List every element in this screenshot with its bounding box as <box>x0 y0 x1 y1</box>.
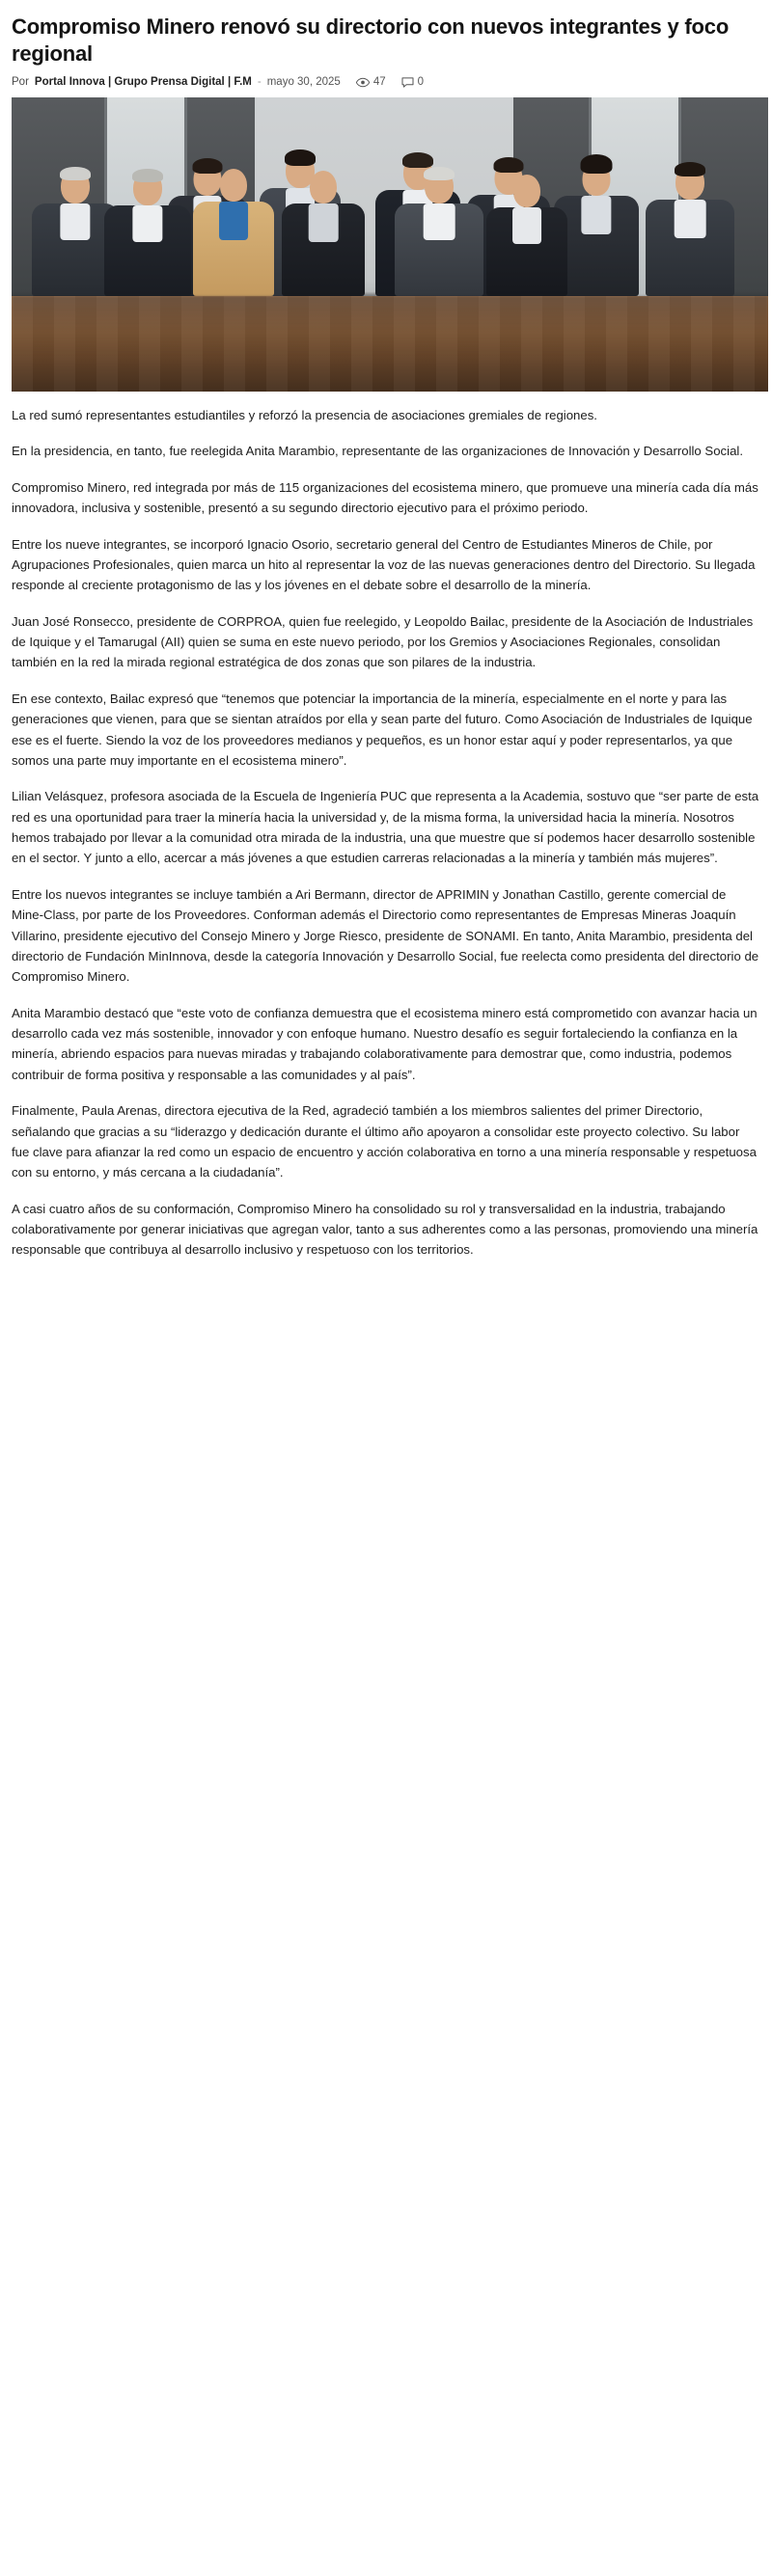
article-paragraph: Juan José Ronsecco, presidente de CORPROA, quien fue reelegido, y Leopoldo Bailac, presidente de la Asociación de Industriales de Iquique y el Tamarugal (AII) quien se suma en este nuevo periodo, por los Gremios y Asociaciones Regionales, consolidan también en la red la mirada regional estratégica de dos zonas que son pilares de la industria. <box>12 613 754 670</box>
article-paragraph: A casi cuatro años de su conformación, Compromiso Minero ha consolidado su rol y transversalidad en la industria, trabajando colaborativamente por generar iniciativas que agregan valor, tanto a sus adherentes como a las personas, promoviendo una minería responsable que contribuya al desarrollo inclusivo y respetuoso con los territorios. <box>12 1201 758 1258</box>
person-shirt <box>424 203 455 240</box>
byline-by-label: Por <box>12 76 29 88</box>
article-paragraph: Finalmente, Paula Arenas, directora ejecutiva de la Red, agradeció también a los miembros salientes del primer Directorio, señalando que gracias a su “liderazgo y dedicación durante el último año apoyaron a consolidar este proyecto colectivo. Su labor fue clave para afianzar la red como un espacio de encuentro y acción colaborativa en torno a una minería responsable y respetuosa con su entorno, y más cercana a la ciudadanía”. <box>12 1103 757 1180</box>
person-front-5 <box>393 163 485 296</box>
person-shirt <box>675 200 706 238</box>
comment-icon <box>401 77 414 88</box>
person-hair <box>60 167 91 180</box>
person-hair <box>675 162 705 176</box>
person-head <box>513 175 540 207</box>
article-byline <box>12 76 760 88</box>
article-paragraph: Entre los nueve integrantes, se incorporó Ignacio Osorio, secretario general del Centro de Estudiantes Mineros de Chile, por Agrupaciones Profesionales, quien marca un hito al representar la voz de las nuevas generaciones dentro del Directorio. Su llegada responde al creciente protagonismo de las y los jóvenes en el debate sobre el desarrollo de la minería. <box>12 536 756 593</box>
article-paragraph: Anita Marambio destacó que “este voto de confianza demuestra que el ecosistema minero está comprometido con avanzar hacia un desarrollo cada vez más sostenible, innovador y con enfoque humano. Nuestro desafío es seguir fortaleciendo la confianza en la minería, abriendo espacios para nuevas miradas y trabajando colaborativamente para demostrar que, como industria, podemos contribuir de forma positiva y responsable a las comunidades y al país”. <box>12 1005 758 1082</box>
article-paragraph: En la presidencia, en tanto, fue reelegida Anita Marambio, representante de las organizaciones de Innovación y Desarrollo Social. <box>12 444 744 459</box>
person-hair <box>285 149 316 166</box>
byline-authors[interactable]: Portal Innova | Grupo Prensa Digital | F.M <box>34 76 252 88</box>
article-body <box>12 405 760 1261</box>
person-shirt <box>581 196 611 234</box>
person-front-3 <box>191 161 276 296</box>
person-shirt <box>512 207 541 244</box>
comment-count-value: 0 <box>417 76 425 88</box>
byline-date: mayo 30, 2025 <box>266 76 341 88</box>
view-count-value: 47 <box>372 76 386 88</box>
page-title: Compromiso Minero renovó su directorio con nuevos integrantes y foco regional <box>12 14 730 66</box>
person-head <box>220 169 247 202</box>
person-front-4 <box>280 165 367 296</box>
person-front-7 <box>644 159 736 296</box>
hero-image <box>12 97 768 392</box>
person-front-6 <box>484 169 569 296</box>
article-paragraph: Lilian Velásquez, profesora asociada de la Escuela de Ingeniería PUC que representa a la Academia, sostuvo que “ser parte de esta red es una oportunidad para traer la minería hacia la universidad y, de la misma forma, la universidad hacia la minería. Nosotros hemos trabajado por llevar a la comunidad otra mirada de la industria, una que muestre que sí podemos hacer desarrollo sostenible en el sector. Y junto a ello, acercar a más jóvenes a que estudien carreras relacionadas a la minería y también más mujeres”. <box>12 789 759 866</box>
person-front-2 <box>103 167 192 296</box>
person-shirt <box>309 203 339 242</box>
person-hair <box>581 154 613 174</box>
article-paragraph: En ese contexto, Bailac expresó que “tenemos que potenciar la importancia de la minería, especialmente en el norte y para las generaciones que vienen, para que se sientan atraídos por ella y sean parte del futuro. Como Asociación de Industriales de Iquique ese es el fuerte. Siendo la voz de los proveedores medianos y pequeños, es un honor estar aquí y poder representarlos, ya que somos una parte muy importante en el ecosistema minero”. <box>12 691 753 768</box>
person-hair <box>424 167 455 180</box>
person-shirt <box>132 205 162 242</box>
article-paragraph: Compromiso Minero, red integrada por más de 115 organizaciones del ecosistema minero, que promueve una minería cada día más innovadora, inclusiva y sostenible, presentó a su segundo directorio ejecutivo para el próximo periodo. <box>12 479 758 516</box>
person-head <box>310 171 337 203</box>
person-hair <box>132 169 163 182</box>
person-shirt <box>60 203 90 240</box>
hero-floor-reflection <box>12 296 768 356</box>
view-count <box>356 76 386 88</box>
byline-separator: - <box>257 76 262 88</box>
eye-icon <box>356 77 370 88</box>
article-paragraph: Entre los nuevos integrantes se incluye también a Ari Bermann, director de APRIMIN y Jonathan Castillo, gerente comercial de Mine-Class, por parte de los Proveedores. Conforman además el Directorio como representantes de Empresas Mineras Joaquín Villarino, presidente ejecutivo del Consejo Minero y Jorge Riesco, presidente de SONAMI. En tanto, Anita Marambio, presidenta del directorio de Fundación MinInnova, desde la categoría Innovación y Desarrollo Social, fue reelecta como presidenta del directorio de Compromiso Minero. <box>12 886 759 985</box>
person-shirt <box>219 202 248 240</box>
article-paragraph: La red sumó representantes estudiantiles y reforzó la presencia de asociaciones gremiales de regiones. <box>12 408 597 422</box>
comment-count <box>401 76 424 88</box>
